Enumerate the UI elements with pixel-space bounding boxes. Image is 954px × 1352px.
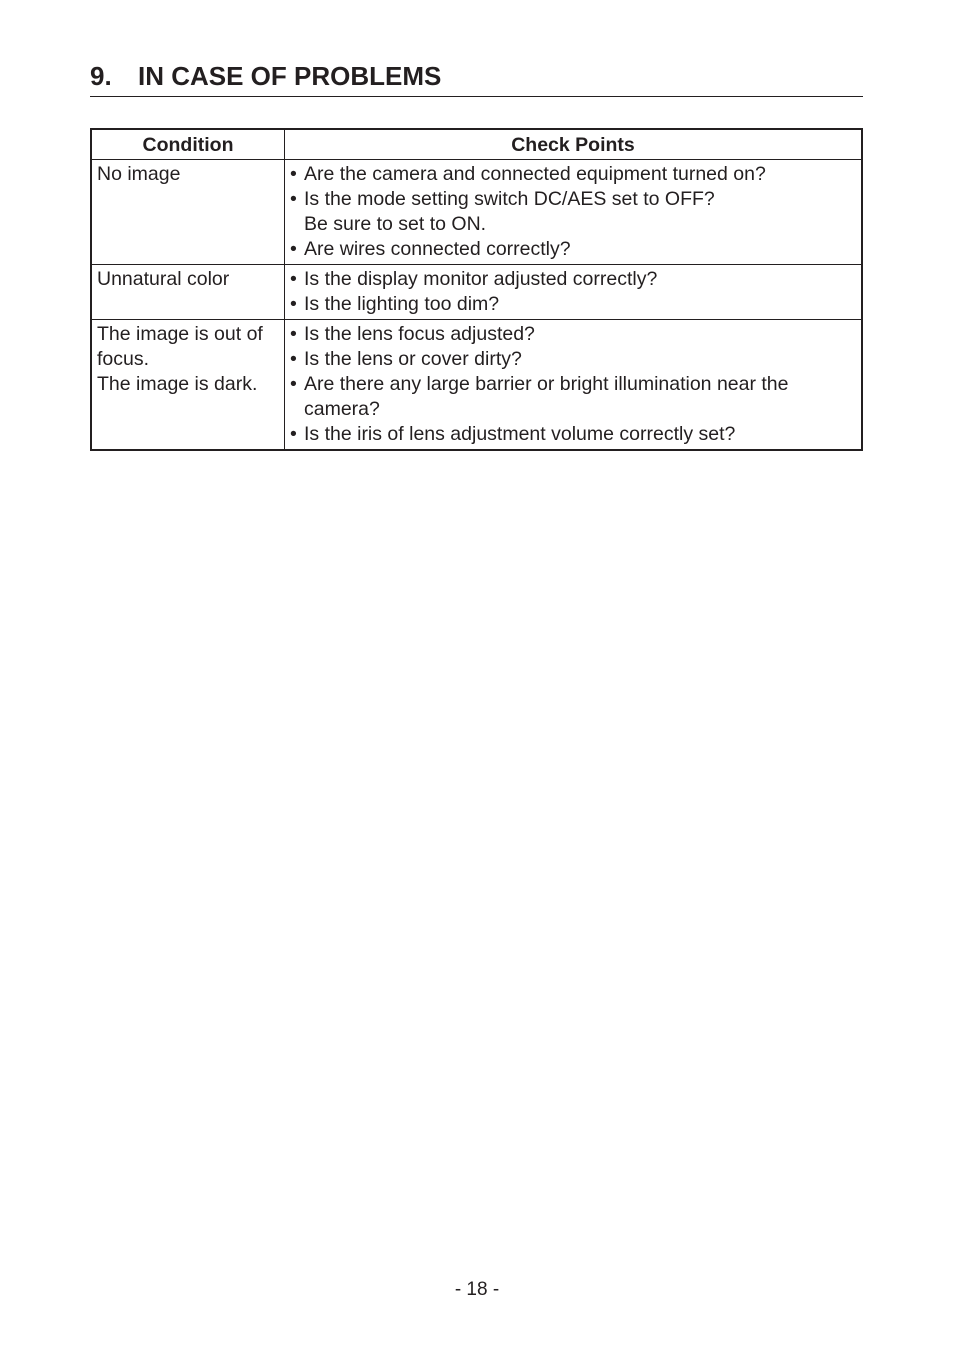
check-point-text: • Is the lighting too dim? — [304, 293, 500, 315]
condition-cell — [91, 160, 285, 265]
check-points-list — [290, 267, 857, 317]
table-row — [91, 320, 862, 451]
column-header-check-points: Check Points — [285, 129, 863, 160]
section-title: IN CASE OF PROBLEMS — [138, 61, 442, 91]
troubleshooting-table — [90, 128, 863, 451]
check-point-item — [290, 187, 857, 237]
check-point-text: • Are the camera and connected equipment turned on? — [304, 163, 766, 185]
condition-text: Unnatural color — [97, 268, 230, 290]
check-points-list — [290, 162, 857, 262]
check-points-cell — [285, 320, 863, 451]
check-point-item — [290, 267, 857, 292]
check-point-text: • Is the lens focus adjusted? — [304, 323, 535, 345]
check-point-text: • Are wires connected correctly? — [304, 238, 571, 260]
condition-text: No image — [97, 163, 181, 185]
check-point-text: • Is the iris of lens adjustment volume correctly set? — [304, 423, 736, 445]
condition-text: The image is out of — [97, 323, 263, 345]
check-point-text: • Is the lens or cover dirty? — [304, 348, 522, 370]
check-points-cell — [285, 160, 863, 265]
check-point-text-continued: camera? — [304, 398, 380, 420]
section-number: 9. — [90, 61, 112, 91]
check-point-item — [290, 372, 857, 422]
check-point-item — [290, 162, 857, 187]
condition-text: focus. — [97, 348, 150, 370]
table-header-row — [91, 129, 862, 160]
column-header-condition: Condition — [91, 129, 285, 160]
condition-cell — [91, 320, 285, 451]
table-row — [91, 265, 862, 320]
check-point-note: Be sure to set to ON. — [304, 213, 487, 235]
check-point-item — [290, 347, 857, 372]
condition-cell — [91, 265, 285, 320]
check-point-item — [290, 292, 857, 317]
check-point-item — [290, 422, 857, 447]
page-number: - 18 - — [454, 1279, 500, 1300]
check-point-text: • Is the display monitor adjusted correctly? — [304, 268, 658, 290]
check-points-list — [290, 322, 857, 447]
section-heading — [90, 60, 863, 97]
check-point-item — [290, 322, 857, 347]
check-point-text: • Is the mode setting switch DC/AES set to OFF? — [304, 188, 715, 210]
check-point-text: • Are there any large barrier or bright illumination near the — [304, 373, 789, 395]
condition-text: The image is dark. — [97, 373, 258, 395]
table-row — [91, 160, 862, 265]
check-points-cell — [285, 265, 863, 320]
check-point-item — [290, 237, 857, 262]
